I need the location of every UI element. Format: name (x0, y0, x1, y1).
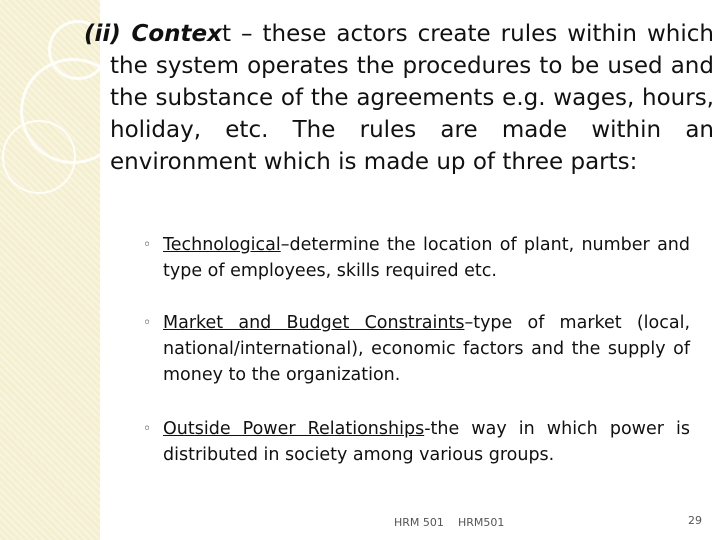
decorative-ring (2, 120, 76, 194)
bullet-term: Technological (163, 235, 281, 255)
bullet-term: Outside Power Relationships (163, 419, 425, 439)
context-body: – these actors create rules within which the system operates the procedures to be used and the substance of the agreements e.g. wages, hours, holiday, etc. The rules are made within an environment which is made up of three parts: (110, 21, 714, 175)
footer-course-code-alt: HRM501 (458, 516, 505, 529)
bullet-marker-icon: ◦ (143, 237, 152, 253)
bullet-text: -the way in which power is distributed in society among various groups. (163, 419, 690, 465)
bullet-market-budget (143, 310, 691, 388)
bullet-outside-power (143, 416, 690, 468)
bullet-marker-icon: ◦ (143, 315, 152, 331)
footer-course-code: HRM 501 (394, 516, 444, 529)
context-paragraph (84, 18, 714, 178)
bullet-technological (143, 232, 690, 284)
bullet-term: Market and Budget Constraints (163, 313, 465, 333)
context-label: (ii) Contex (84, 21, 222, 47)
page-number: 29 (688, 514, 702, 527)
bullet-text: –type of market (local, national/international), economic factors and the supply of money to the organization. (163, 313, 691, 385)
context-label-suffix: t (221, 21, 232, 47)
bullet-text: –determine the location of plant, number and type of employees, skills required etc. (163, 235, 690, 281)
bullet-marker-icon: ◦ (143, 421, 152, 437)
